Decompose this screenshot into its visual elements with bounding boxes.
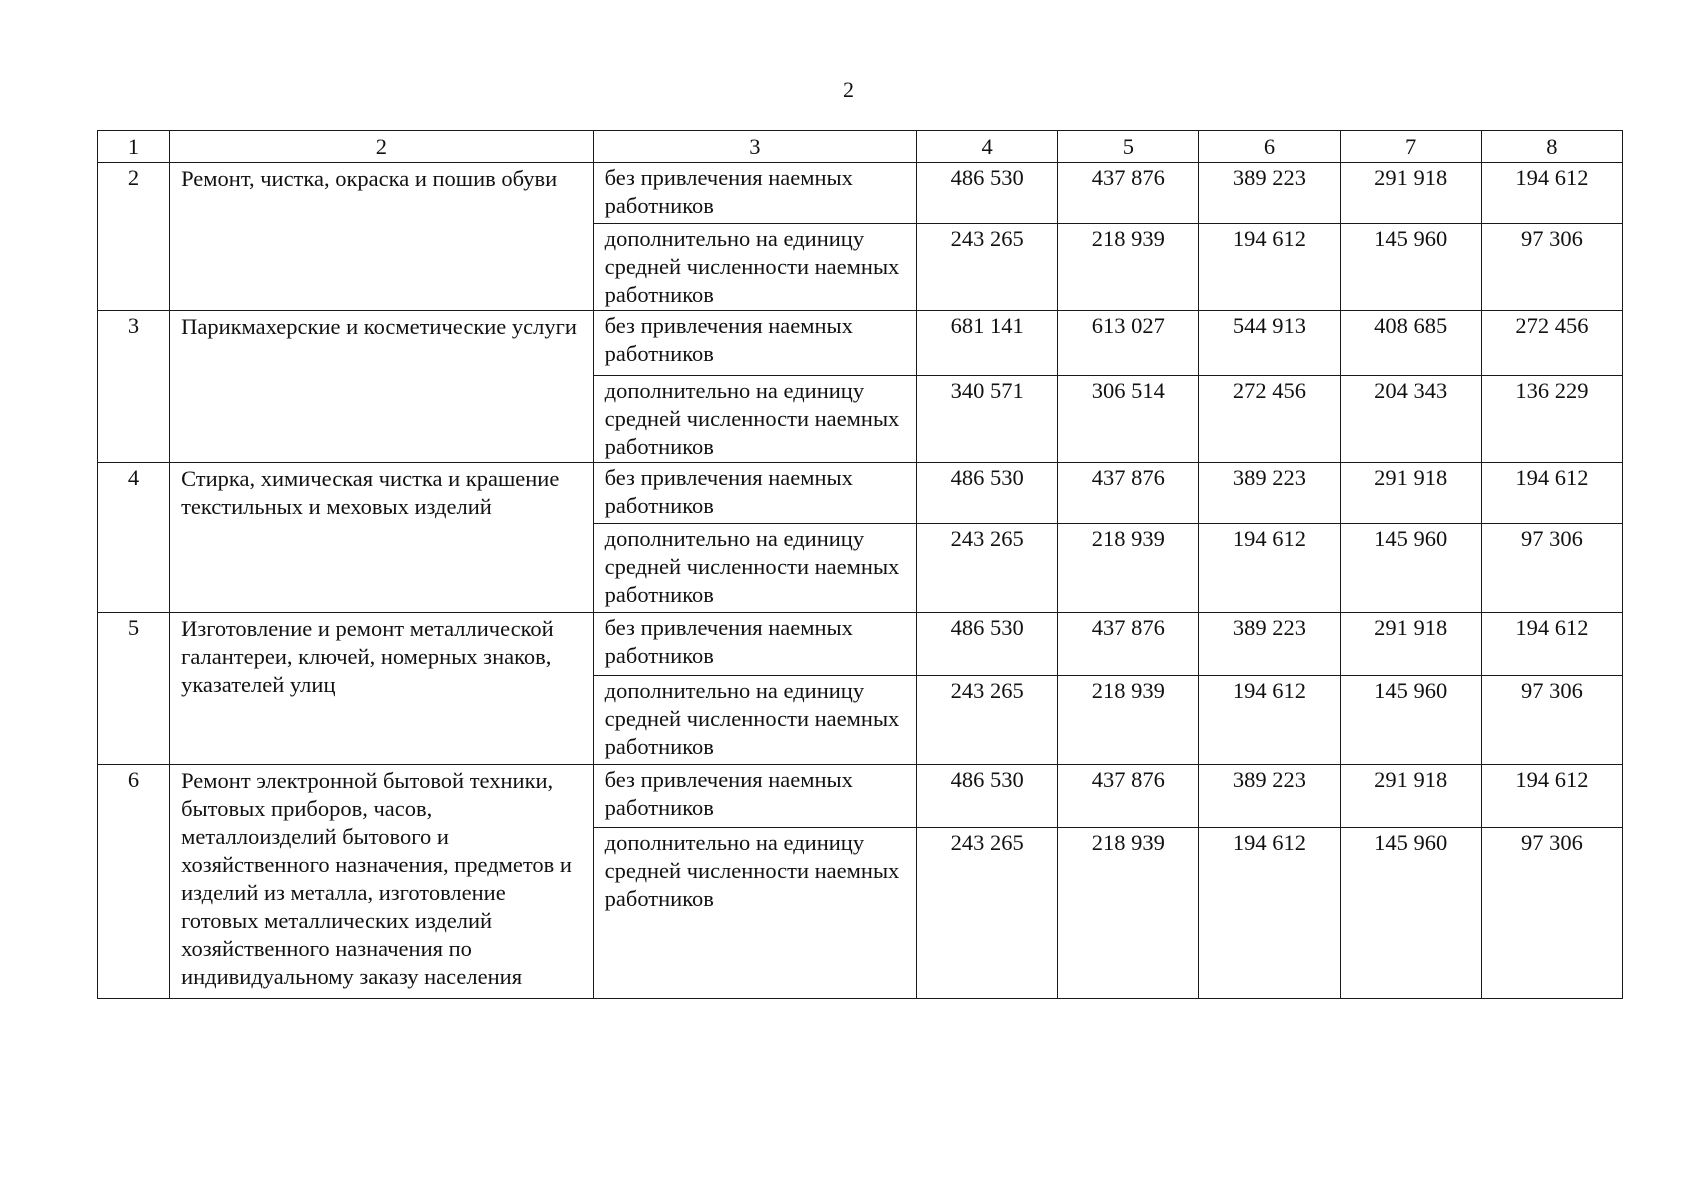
value-cell: 97 306: [1481, 524, 1622, 613]
value-cell: 291 918: [1340, 463, 1481, 524]
value-cell: 486 530: [917, 163, 1058, 224]
condition-cell: без привлечения наемных работников: [593, 311, 916, 376]
header-cell: 1: [98, 131, 170, 163]
value-cell: 389 223: [1199, 463, 1340, 524]
header-cell: 3: [593, 131, 916, 163]
condition-cell: без привлечения наемных работников: [593, 613, 916, 676]
value-cell: 194 612: [1199, 676, 1340, 765]
value-cell: 291 918: [1340, 613, 1481, 676]
value-cell: 243 265: [917, 676, 1058, 765]
row-number: 6: [98, 765, 170, 999]
value-cell: 340 571: [917, 376, 1058, 463]
condition-cell: дополнительно на единицу средней численности наемных работников: [593, 224, 916, 311]
value-cell: 389 223: [1199, 765, 1340, 828]
value-cell: 272 456: [1481, 311, 1622, 376]
value-cell: 486 530: [917, 765, 1058, 828]
value-cell: 194 612: [1199, 524, 1340, 613]
service-name: Ремонт электронной бытовой техники, бытовых приборов, часов, металлоизделий бытового и хозяйственного назначения, предметов и изделий из металла, изготовление готовых металлических изделий хозяйственного назначения по индивидуальному заказу населения: [170, 765, 594, 999]
row-number: 4: [98, 463, 170, 613]
value-cell: 194 612: [1481, 163, 1622, 224]
value-cell: 218 939: [1058, 676, 1199, 765]
value-cell: 194 612: [1481, 463, 1622, 524]
condition-cell: без привлечения наемных работников: [593, 463, 916, 524]
value-cell: 145 960: [1340, 524, 1481, 613]
header-cell: 8: [1481, 131, 1622, 163]
value-cell: 145 960: [1340, 828, 1481, 999]
value-cell: 194 612: [1199, 224, 1340, 311]
table-row: [98, 613, 1623, 676]
value-cell: 291 918: [1340, 163, 1481, 224]
table-row: [98, 163, 1623, 224]
condition-cell: дополнительно на единицу средней численности наемных работников: [593, 676, 916, 765]
value-cell: 97 306: [1481, 224, 1622, 311]
value-cell: 408 685: [1340, 311, 1481, 376]
header-cell: 6: [1199, 131, 1340, 163]
value-cell: 194 612: [1481, 613, 1622, 676]
condition-cell: дополнительно на единицу средней численности наемных работников: [593, 524, 916, 613]
value-cell: 218 939: [1058, 224, 1199, 311]
service-name: Ремонт, чистка, окраска и пошив обуви: [170, 163, 594, 311]
value-cell: 194 612: [1481, 765, 1622, 828]
value-cell: 218 939: [1058, 524, 1199, 613]
service-name: Изготовление и ремонт металлической галантереи, ключей, номерных знаков, указателей улиц: [170, 613, 594, 765]
condition-cell: дополнительно на единицу средней численности наемных работников: [593, 376, 916, 463]
value-cell: 136 229: [1481, 376, 1622, 463]
value-cell: 389 223: [1199, 613, 1340, 676]
header-cell: 5: [1058, 131, 1199, 163]
value-cell: 613 027: [1058, 311, 1199, 376]
row-number: 3: [98, 311, 170, 463]
condition-cell: дополнительно на единицу средней численности наемных работников: [593, 828, 916, 999]
value-cell: 218 939: [1058, 828, 1199, 999]
service-name: Парикмахерские и косметические услуги: [170, 311, 594, 463]
service-name: Стирка, химическая чистка и крашение текстильных и меховых изделий: [170, 463, 594, 613]
value-cell: 389 223: [1199, 163, 1340, 224]
row-number: 2: [98, 163, 170, 311]
rates-table: [97, 130, 1623, 999]
value-cell: 681 141: [917, 311, 1058, 376]
value-cell: 243 265: [917, 524, 1058, 613]
value-cell: 194 612: [1199, 828, 1340, 999]
page-number: [0, 78, 1697, 102]
value-cell: 437 876: [1058, 765, 1199, 828]
value-cell: 437 876: [1058, 613, 1199, 676]
table-row: [98, 463, 1623, 524]
table-row: [98, 765, 1623, 828]
table-row: [98, 311, 1623, 376]
value-cell: 486 530: [917, 463, 1058, 524]
page-number-text: 2: [843, 77, 854, 102]
header-row: [98, 131, 1623, 163]
value-cell: 145 960: [1340, 676, 1481, 765]
header-cell: 2: [170, 131, 594, 163]
value-cell: 437 876: [1058, 463, 1199, 524]
value-cell: 437 876: [1058, 163, 1199, 224]
condition-cell: без привлечения наемных работников: [593, 765, 916, 828]
value-cell: 306 514: [1058, 376, 1199, 463]
value-cell: 486 530: [917, 613, 1058, 676]
value-cell: 145 960: [1340, 224, 1481, 311]
value-cell: 243 265: [917, 828, 1058, 999]
value-cell: 243 265: [917, 224, 1058, 311]
value-cell: 204 343: [1340, 376, 1481, 463]
value-cell: 97 306: [1481, 676, 1622, 765]
condition-cell: без привлечения наемных работников: [593, 163, 916, 224]
value-cell: 272 456: [1199, 376, 1340, 463]
value-cell: 291 918: [1340, 765, 1481, 828]
header-cell: 4: [917, 131, 1058, 163]
value-cell: 97 306: [1481, 828, 1622, 999]
row-number: 5: [98, 613, 170, 765]
header-cell: 7: [1340, 131, 1481, 163]
value-cell: 544 913: [1199, 311, 1340, 376]
